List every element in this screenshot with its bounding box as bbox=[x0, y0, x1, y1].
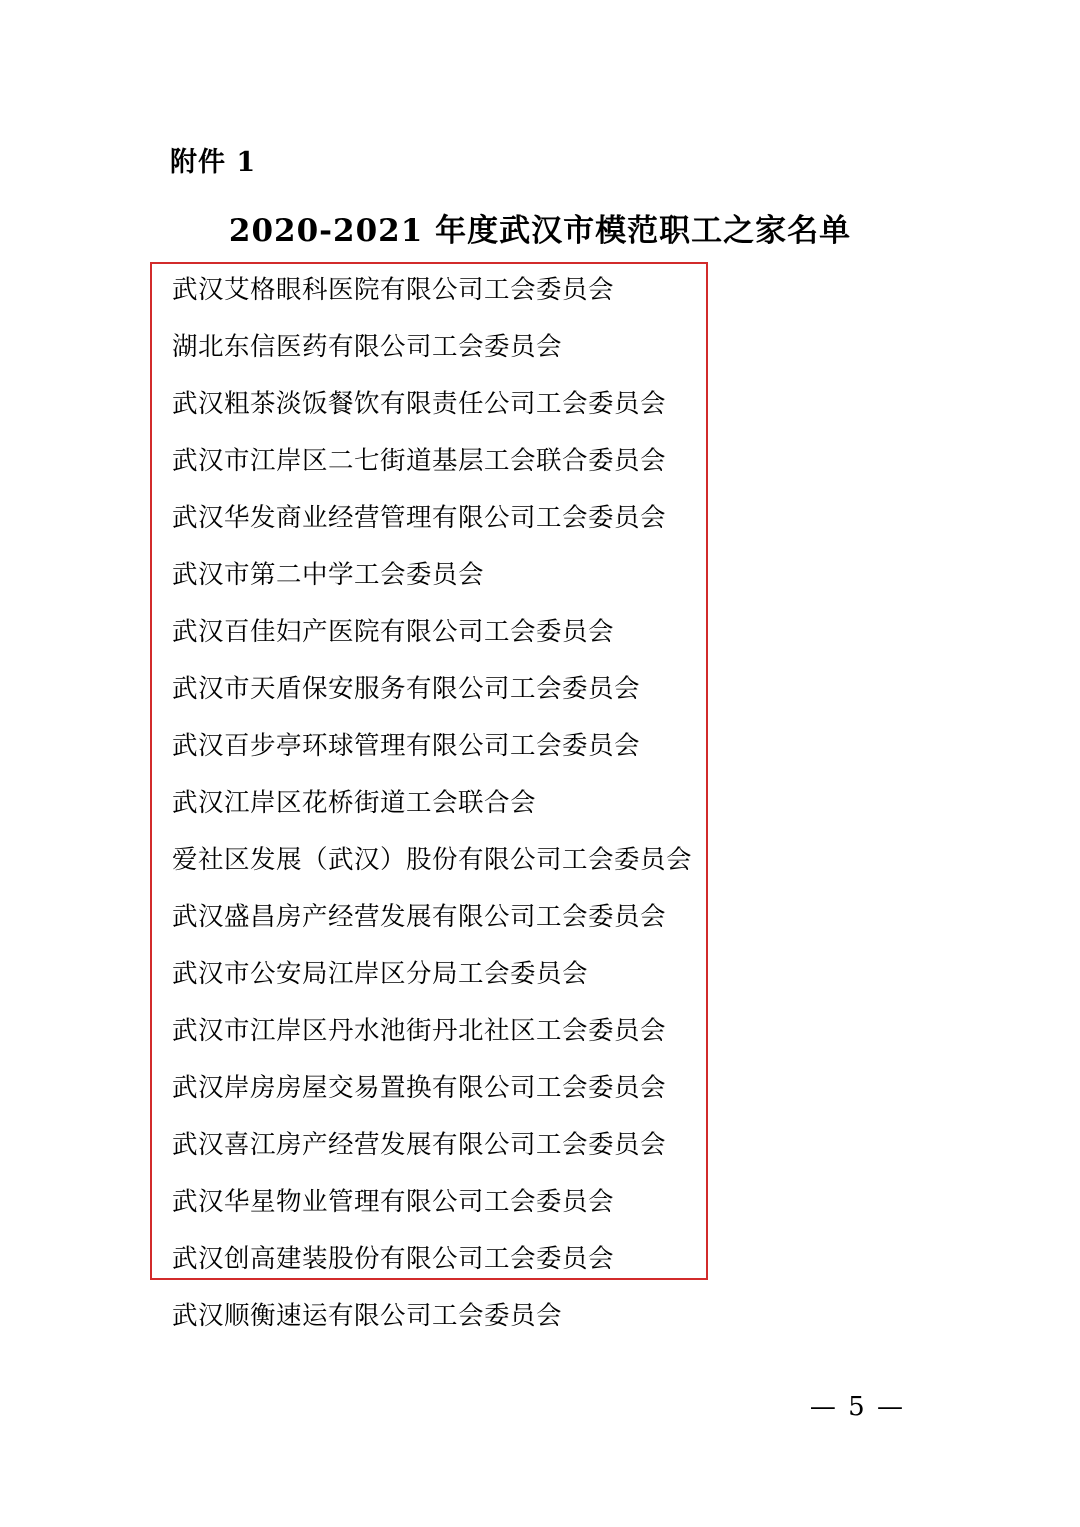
list-item: 武汉江岸区花桥街道工会联合会 bbox=[172, 788, 537, 818]
list-item: 武汉市天盾保安服务有限公司工会委员会 bbox=[172, 674, 641, 704]
list-item: 武汉市第二中学工会委员会 bbox=[172, 560, 485, 590]
list-item: 武汉百佳妇产医院有限公司工会委员会 bbox=[172, 617, 615, 647]
organization-list bbox=[172, 262, 912, 1345]
list-item: 武汉华星物业管理有限公司工会委员会 bbox=[172, 1187, 615, 1217]
list-item: 爱社区发展（武汉）股份有限公司工会委员会 bbox=[172, 845, 693, 875]
list-item: 武汉粗茶淡饭餐饮有限责任公司工会委员会 bbox=[172, 389, 667, 419]
list-item: 武汉岸房房屋交易置换有限公司工会委员会 bbox=[172, 1073, 667, 1103]
list-item: 武汉盛昌房产经营发展有限公司工会委员会 bbox=[172, 902, 667, 932]
list-item: 湖北东信医药有限公司工会委员会 bbox=[172, 332, 563, 362]
attachment-label: 附件 1 bbox=[170, 147, 257, 178]
list-item: 武汉市江岸区丹水池街丹北社区工会委员会 bbox=[172, 1016, 667, 1046]
page-title: 2020-2021 年度武汉市模范职工之家名单 bbox=[228, 213, 852, 249]
list-item: 武汉市江岸区二七街道基层工会联合委员会 bbox=[172, 446, 667, 476]
list-item: 武汉喜江房产经营发展有限公司工会委员会 bbox=[172, 1130, 667, 1160]
list-item: 武汉市公安局江岸区分局工会委员会 bbox=[172, 959, 589, 989]
list-item: 武汉艾格眼科医院有限公司工会委员会 bbox=[172, 275, 615, 305]
list-item: 武汉华发商业经营管理有限公司工会委员会 bbox=[172, 503, 667, 533]
page-number: — 5 — bbox=[809, 1392, 905, 1422]
list-item: 武汉百步亭环球管理有限公司工会委员会 bbox=[172, 731, 641, 761]
list-item: 武汉顺衡速运有限公司工会委员会 bbox=[172, 1301, 563, 1331]
list-item: 武汉创高建装股份有限公司工会委员会 bbox=[172, 1244, 615, 1274]
